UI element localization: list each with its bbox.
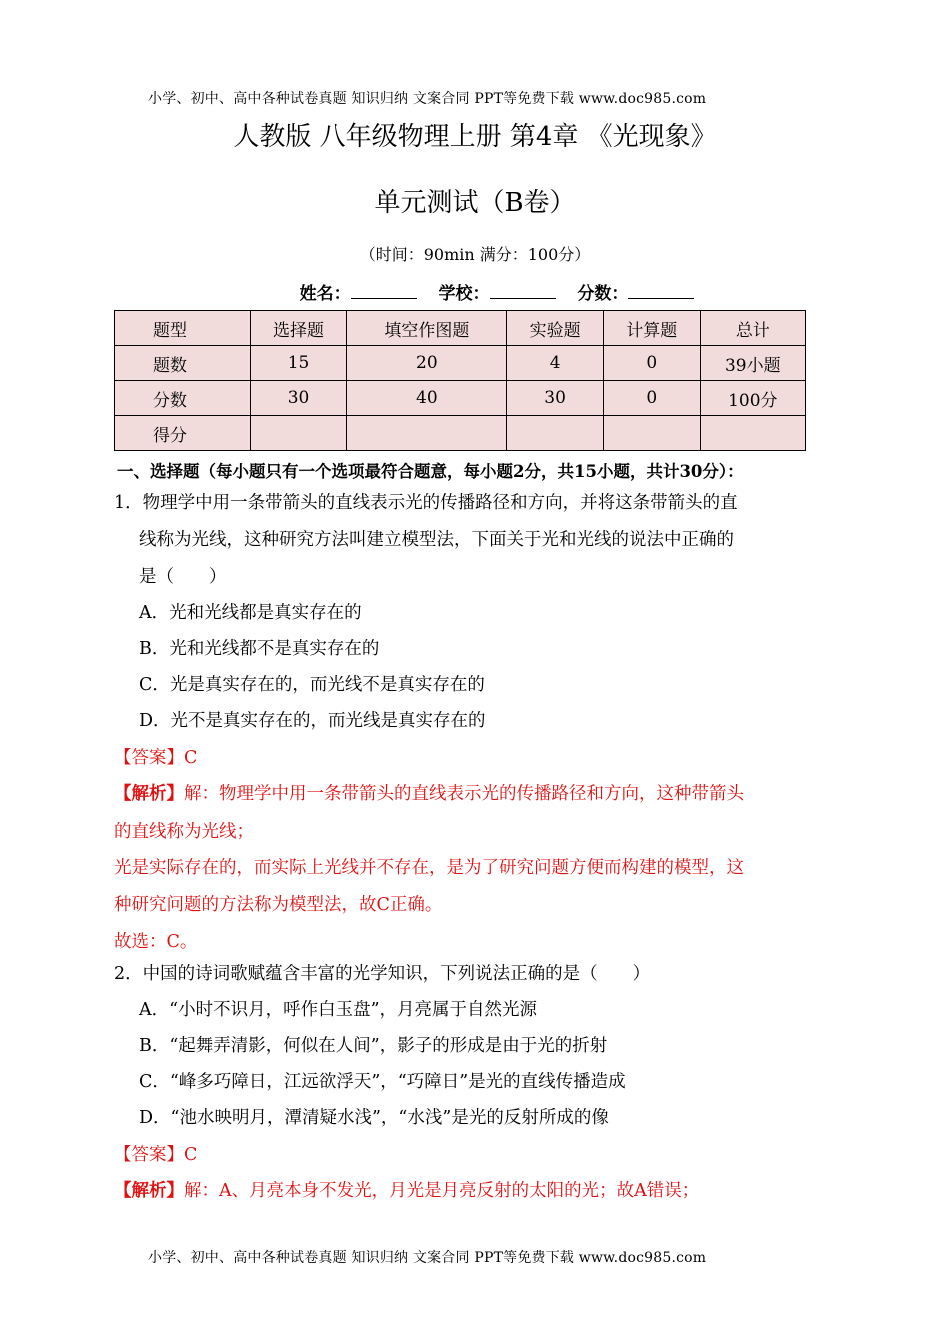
answer-value: C	[184, 1145, 198, 1165]
table-cell: 0	[603, 346, 700, 381]
score-entry-cell[interactable]	[603, 416, 700, 451]
question-1-analysis-line2: 的直线称为光线；	[114, 822, 254, 842]
question-1-option-a: A．光和光线都是真实存在的	[139, 603, 362, 623]
table-cell: 40	[347, 381, 507, 416]
table-row	[115, 311, 806, 346]
name-field[interactable]	[351, 282, 417, 299]
table-cell: 15	[250, 346, 347, 381]
table-cell: 30	[250, 381, 347, 416]
table-cell: 分数	[115, 381, 251, 416]
question-2-option-b: B．“起舞弄清影，何似在人间”，影子的形成是由于光的折射	[139, 1036, 608, 1056]
table-row	[115, 346, 806, 381]
answer-value: C	[184, 748, 198, 768]
question-2-option-a: A．“小时不识月，呼作白玉盘”，月亮属于自然光源	[139, 1000, 538, 1020]
analysis-tag: 【解析】	[114, 784, 184, 804]
score-label: 分数：	[577, 284, 629, 304]
score-field[interactable]	[628, 282, 694, 299]
question-1-analysis-line1	[114, 776, 744, 812]
question-2-option-c: C．“峰多巧障日，江远欲浮天”，“巧障日”是光的直线传播造成	[139, 1072, 626, 1092]
table-cell: 题型	[115, 311, 251, 346]
score-entry-cell[interactable]	[700, 416, 805, 451]
score-entry-cell[interactable]	[250, 416, 347, 451]
table-cell: 20	[347, 346, 507, 381]
question-2-option-d: D．“池水映明月，潭清疑水浅”，“水浅”是光的反射所成的像	[139, 1108, 609, 1128]
table-row	[115, 416, 806, 451]
exam-time-info: （时间：90min 满分：100分）	[359, 245, 591, 264]
answer-tag: 【答案】	[114, 1145, 184, 1165]
table-cell: 100分	[700, 381, 805, 416]
question-1-answer	[114, 740, 197, 776]
question-2-answer	[114, 1137, 197, 1173]
table-cell: 实验题	[507, 311, 604, 346]
page-title: 人教版 八年级物理上册 第4章 《光现象》	[233, 122, 717, 152]
table-cell: 39小题	[700, 346, 805, 381]
question-1-analysis-line4: 种研究问题的方法称为模型法，故C正确。	[114, 895, 443, 915]
page-subtitle-title: 单元测试（B卷）	[374, 188, 576, 218]
question-1-line3: 是（ ）	[139, 567, 227, 587]
table-cell: 计算题	[603, 311, 700, 346]
score-table	[114, 310, 806, 451]
table-cell: 选择题	[250, 311, 347, 346]
answer-tag: 【答案】	[114, 748, 184, 768]
table-cell: 题数	[115, 346, 251, 381]
question-1-line2: 线称为光线，这种研究方法叫建立模型法，下面关于光和光线的说法中正确的	[139, 530, 734, 550]
table-cell: 0	[603, 381, 700, 416]
question-1-line1: 1．物理学中用一条带箭头的直线表示光的传播路径和方向，并将这条带箭头的直	[114, 493, 738, 513]
table-cell: 总计	[700, 311, 805, 346]
question-1-option-b: B．光和光线都不是真实存在的	[139, 639, 380, 659]
footer-banner: 小学、初中、高中各种试卷真题 知识归纳 文案合同 PPT等免费下载 www.doc985.com	[148, 1250, 707, 1266]
table-row	[115, 381, 806, 416]
score-entry-cell[interactable]	[507, 416, 604, 451]
table-cell: 30	[507, 381, 604, 416]
table-cell: 填空作图题	[347, 311, 507, 346]
section-heading: 一、选择题（每小题只有一个选项最符合题意，每小题2分，共15小题，共计30分）：	[117, 462, 744, 481]
question-1-option-d: D．光不是真实存在的，而光线是真实存在的	[139, 711, 486, 731]
question-2-analysis-line1	[114, 1173, 699, 1209]
analysis-text: 解：物理学中用一条带箭头的直线表示光的传播路径和方向，这种带箭头	[184, 784, 744, 804]
question-1-analysis-line3: 光是实际存在的，而实际上光线并不存在，是为了研究问题方便而构建的模型，这	[114, 858, 744, 878]
table-cell: 4	[507, 346, 604, 381]
table-cell: 得分	[115, 416, 251, 451]
question-2-line1: 2．中国的诗词歌赋蕴含丰富的光学知识，下列说法正确的是（ ）	[114, 964, 651, 984]
analysis-text: 解：A、月亮本身不发光，月光是月亮反射的太阳的光；故A错误；	[184, 1181, 700, 1201]
question-1-option-c: C．光是真实存在的，而光线不是真实存在的	[139, 675, 485, 695]
name-label: 姓名：	[299, 284, 351, 304]
school-label: 学校：	[438, 284, 490, 304]
analysis-tag: 【解析】	[114, 1181, 184, 1201]
question-1-analysis-line5: 故选：C。	[114, 932, 198, 952]
score-entry-cell[interactable]	[347, 416, 507, 451]
school-field[interactable]	[490, 282, 556, 299]
student-info-row	[0, 279, 950, 304]
header-banner: 小学、初中、高中各种试卷真题 知识归纳 文案合同 PPT等免费下载 www.doc985.com	[148, 91, 707, 107]
